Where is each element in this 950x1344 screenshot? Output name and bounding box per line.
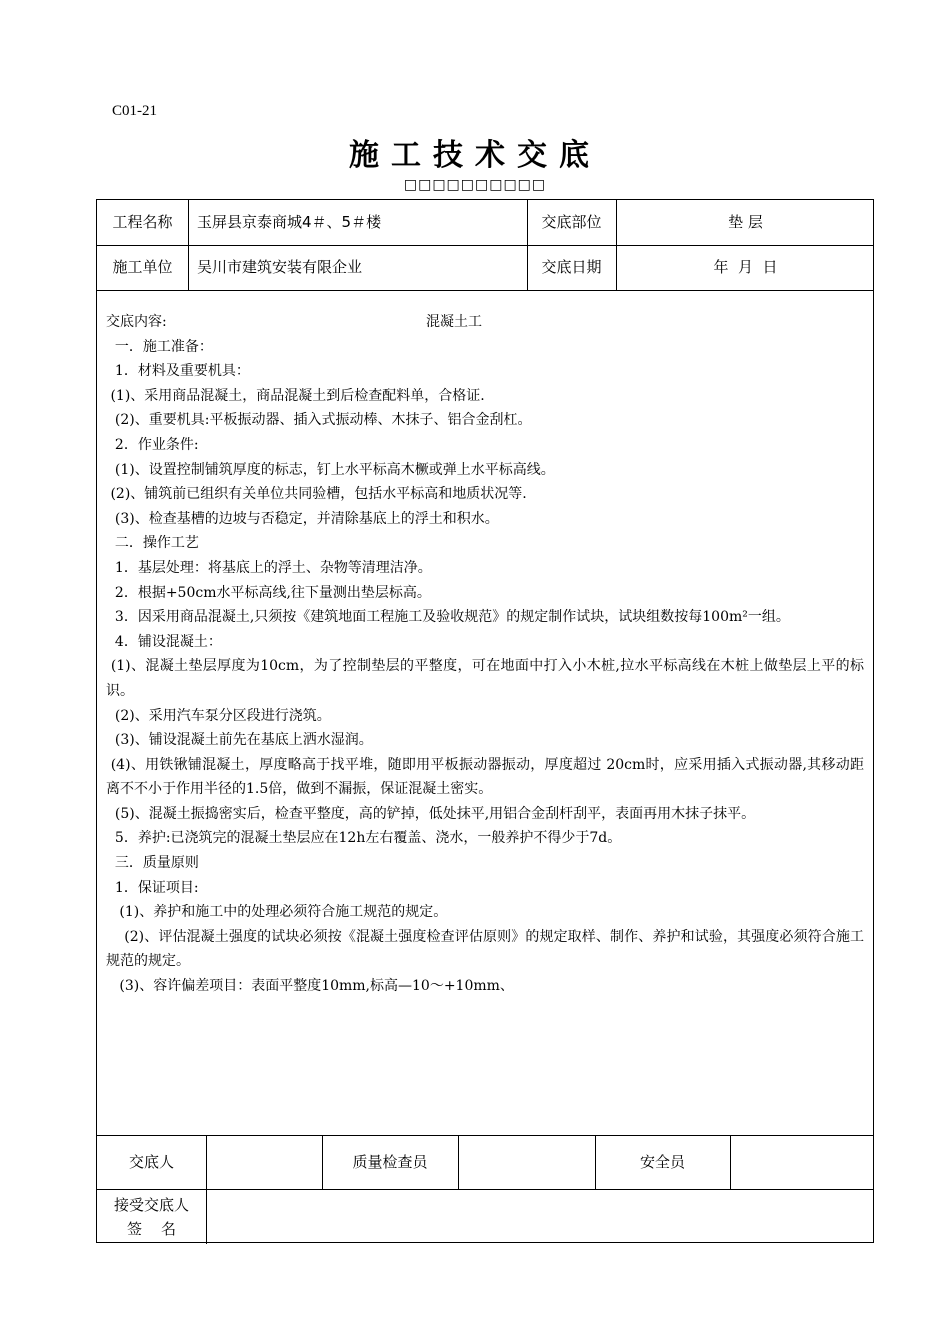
content-line: 3．因采用商品混凝土,只须按《建筑地面工程施工及验收规范》的规定制作试块，试块组数按每100m²一组。 bbox=[106, 609, 790, 626]
construction-unit-label: 施工单位 bbox=[112, 258, 173, 276]
content-line: (5)、混凝土振捣密实后，检查平整度，高的铲掉，低处抹平,用铝合金刮杆刮平，表面再用木抹子抹平。 bbox=[106, 805, 756, 822]
row-divider bbox=[97, 1189, 873, 1190]
document-subtitle: □□□□□□□□□□ bbox=[403, 177, 547, 193]
content-line: 1．保证项目: bbox=[106, 879, 199, 896]
content-line: 1．材料及重要机具： bbox=[106, 363, 250, 380]
row-divider bbox=[97, 245, 873, 246]
content-heading: 混凝土工 bbox=[426, 314, 482, 330]
content-line: (3)、检查基槽的边坡与否稳定，并清除基底上的浮土和积水。 bbox=[106, 510, 499, 527]
discloser-label: 交底人 bbox=[128, 1153, 174, 1171]
receiver-label-line-1: 接受交底人 bbox=[113, 1196, 189, 1214]
content-line: 2．作业条件: bbox=[106, 436, 199, 453]
disclosure-part-value: 垫 层 bbox=[728, 213, 763, 231]
document-title: 施工技术交底 bbox=[349, 138, 601, 173]
content-line: 二．操作工艺 bbox=[106, 535, 199, 552]
content-line: (1)、采用商品混凝土，商品混凝土到后检查配料单，合格证. bbox=[106, 387, 485, 404]
project-name-value: 玉屏县京泰商城4＃、5＃楼 bbox=[197, 213, 382, 231]
project-name-label: 工程名称 bbox=[112, 213, 173, 231]
content-label: 交底内容: bbox=[106, 314, 167, 330]
receiver-label-line-2: 签 名 bbox=[126, 1220, 177, 1238]
content-line: (2)、采用汽车泵分区段进行浇筑。 bbox=[106, 707, 331, 724]
safety-officer-label: 安全员 bbox=[639, 1153, 685, 1171]
disclosure-date-value: 年 月 日 bbox=[713, 258, 778, 276]
row-divider bbox=[97, 1135, 873, 1136]
disclosure-content bbox=[106, 310, 864, 999]
receiver-label bbox=[97, 1193, 206, 1241]
column-divider bbox=[188, 200, 189, 290]
content-line: (1)、设置控制铺筑厚度的标志，钉上水平标高木橛或弹上水平标高线。 bbox=[106, 461, 555, 478]
disclosure-date-label: 交底日期 bbox=[541, 258, 602, 276]
row-divider bbox=[97, 290, 873, 291]
content-line: (1)、混凝土垫层厚度为10cm，为了控制垫层的平整度，可在地面中打入小木桩,拉水平标高线在木桩上做垫层上平的标识。 bbox=[106, 658, 864, 699]
content-line: (1)、养护和施工中的处理必须符合施工规范的规定。 bbox=[106, 904, 448, 921]
content-line: 三．质量原则 bbox=[106, 855, 199, 872]
content-line: 1．基层处理：将基底上的浮土、杂物等清理洁净。 bbox=[106, 559, 432, 576]
content-line: (2)、重要机具:平板振动器、插入式振动棒、木抹子、铝合金刮杠。 bbox=[106, 412, 532, 429]
content-line: (2)、评估混凝土强度的试块必须按《混凝土强度检查评估原则》的规定取样、制作、养护和试验，其强度必须符合施工规范的规定。 bbox=[106, 928, 864, 970]
content-line: 4．铺设混凝土： bbox=[106, 633, 222, 650]
content-line: (4)、用铁锹铺混凝土，厚度略高于找平堆，随即用平板振动器振动，厚度超过 20cm时，应采用插入式振动器,其移动距离不不小于作用半径的1.5倍，做到不漏振，保证混凝土密实。 bbox=[106, 756, 864, 798]
content-line: (2)、铺筑前已组织有关单位共同验槽，包括水平标高和地质状况等. bbox=[106, 486, 527, 503]
content-lines bbox=[106, 335, 864, 999]
content-line: (3)、容许偏差项目：表面平整度10mm,标高—10～+10mm、 bbox=[106, 978, 514, 995]
column-divider bbox=[206, 1135, 207, 1244]
content-line: 5．养护:已浇筑完的混凝土垫层应在12h左右覆盖、浇水，一般养护不得少于7d。 bbox=[106, 830, 622, 847]
disclosure-form bbox=[96, 199, 874, 1243]
disclosure-part-label: 交底部位 bbox=[541, 213, 602, 231]
content-line: (3)、铺设混凝土前先在基底上洒水湿润。 bbox=[106, 732, 373, 749]
quality-inspector-label: 质量检查员 bbox=[352, 1153, 428, 1171]
content-line: 一．施工准备： bbox=[106, 338, 213, 355]
document-code: C01-21 bbox=[112, 103, 157, 119]
construction-unit-value: 吴川市建筑安装有限企业 bbox=[197, 258, 363, 276]
column-divider bbox=[458, 1135, 459, 1189]
column-divider bbox=[730, 1135, 731, 1189]
content-line: 2．根据+50cm水平标高线,往下量测出垫层标高。 bbox=[106, 584, 431, 601]
